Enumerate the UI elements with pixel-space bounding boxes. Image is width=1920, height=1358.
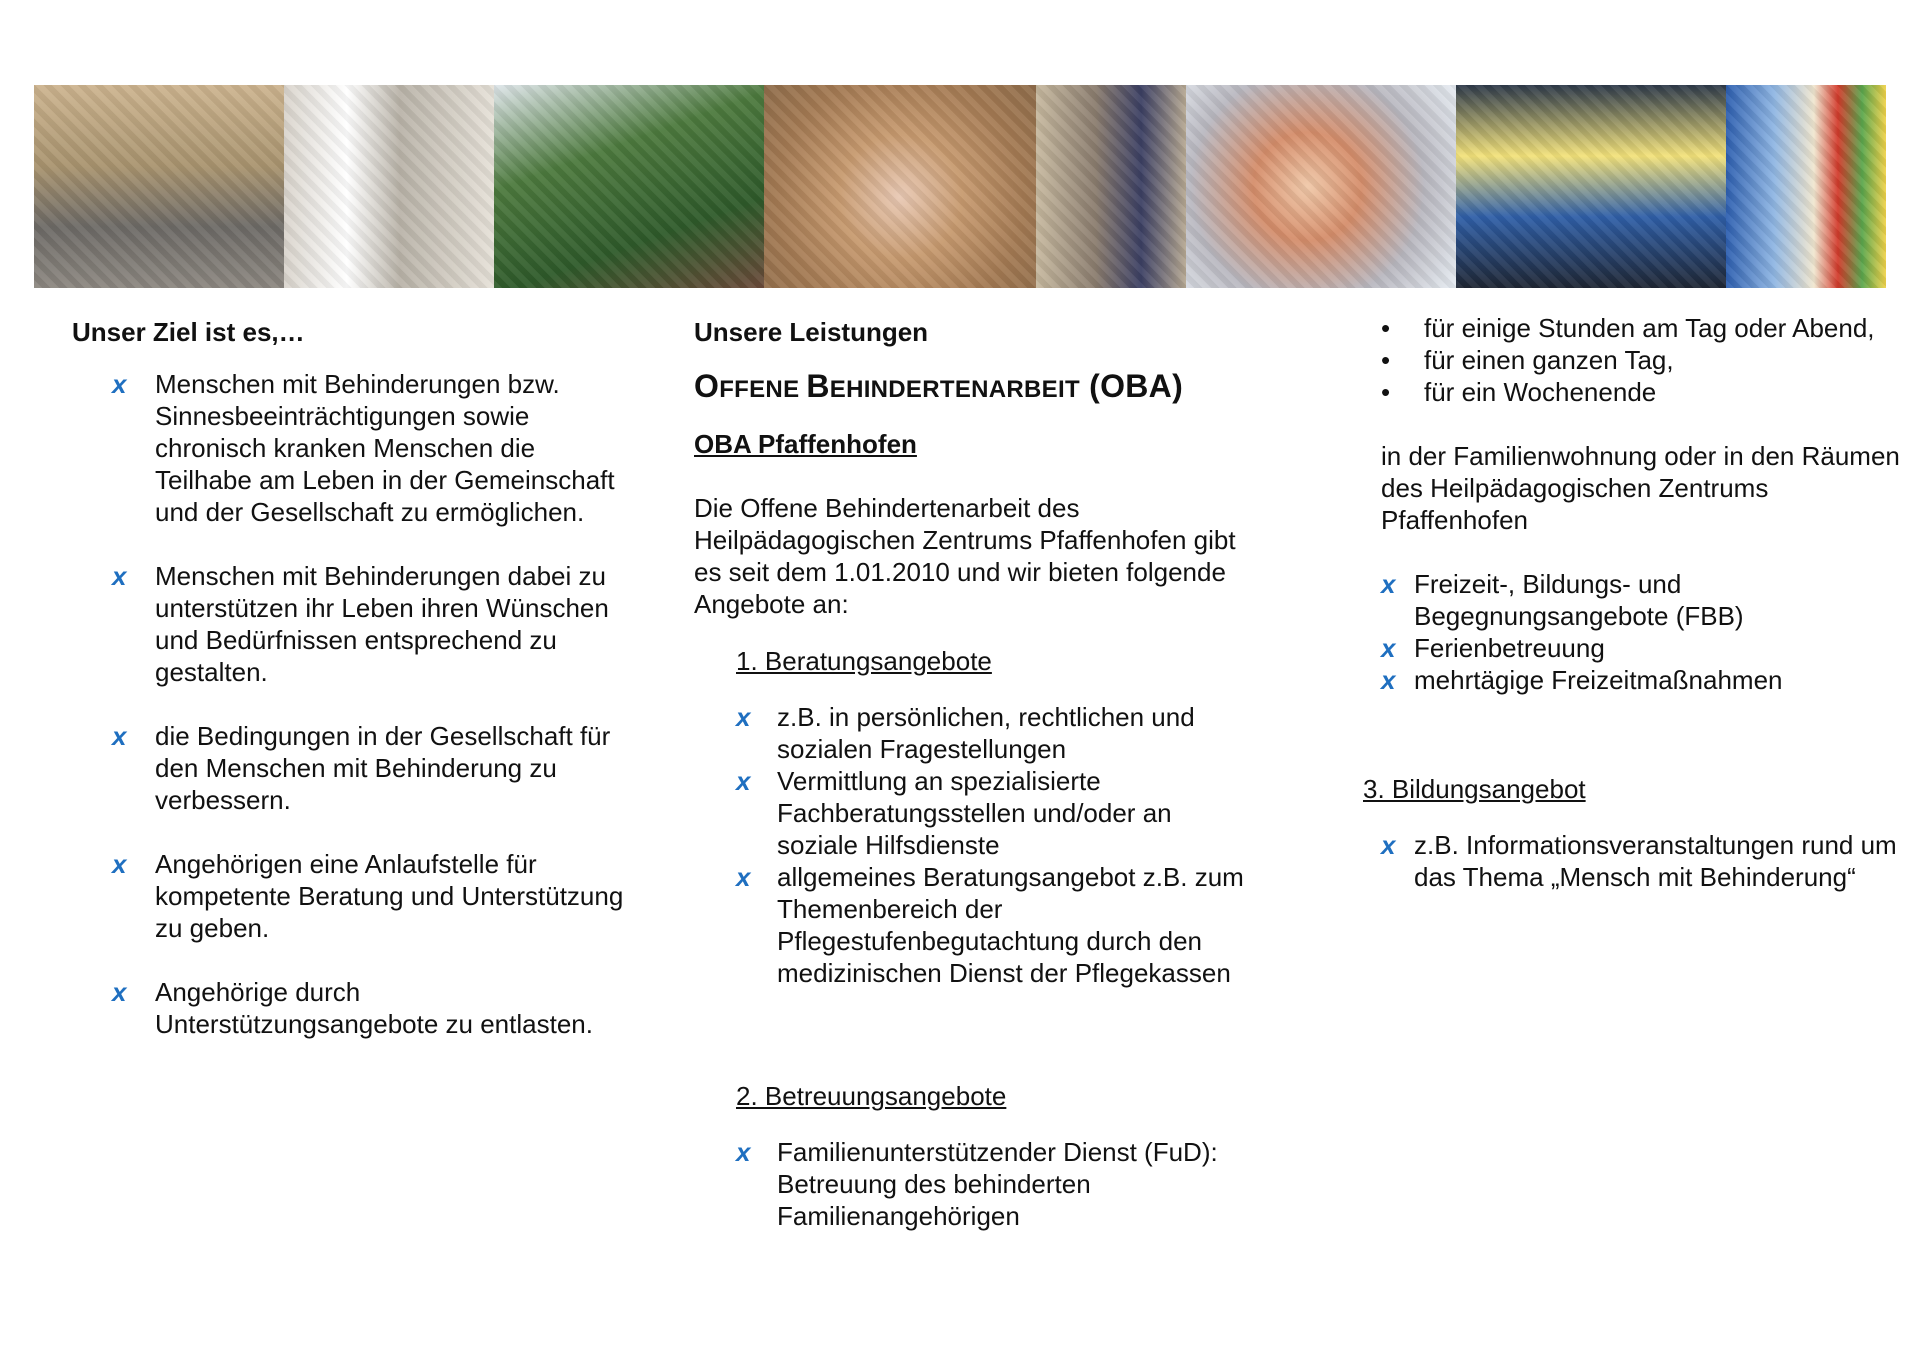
x-bullet-icon: x: [112, 849, 127, 879]
x-bullet-icon: x: [1381, 830, 1396, 860]
section-bildung-title: 3. Bildungsangebot: [1363, 774, 1586, 804]
goal-item: x Angehörige durch Unterstützungsangebote zu entlasten.: [112, 977, 593, 1039]
time-option-item: • für einen ganzen Tag,: [1381, 345, 1674, 375]
photo-boat-ride: [1456, 85, 1726, 288]
services-column-continued: [1363, 300, 1901, 893]
photo-smiling-faces: [1186, 85, 1456, 288]
bildung-list: [1381, 829, 1901, 893]
x-bullet-icon: x: [1381, 665, 1396, 695]
x-bullet-icon: x: [736, 1137, 751, 1167]
leisure-item: x mehrtägige Freizeitmaßnahmen: [1381, 665, 1783, 695]
x-bullet-icon: x: [1381, 569, 1396, 599]
x-bullet-icon: x: [1381, 633, 1396, 663]
section-beratung-title: 1. Beratungsangebote: [736, 646, 992, 676]
x-bullet-icon: x: [112, 561, 127, 591]
x-bullet-icon: x: [736, 702, 751, 732]
photo-lego-tower: [1726, 85, 1886, 288]
betreuung-list: [694, 1136, 1254, 1232]
beratung-item: x allgemeines Beratungsangebot z.B. zum Themenbereich der Pflegestufenbegutachtung durch den medizinischen Dienst der Pflegekassen: [736, 862, 1244, 988]
x-bullet-icon: x: [112, 977, 127, 1007]
photo-wheelchair: [1036, 85, 1186, 288]
leisure-item: x Freizeit-, Bildungs- und Begegnungsangebote (FBB): [1381, 569, 1744, 631]
leisure-item: x Ferienbetreuung: [1381, 633, 1605, 663]
goals-list: [72, 368, 632, 1040]
photo-group-hands: [764, 85, 1036, 288]
bullet-dot-icon: •: [1381, 345, 1391, 375]
location-text: in der Familienwohnung oder in den Räumen des Heilpädagogischen Zentrums Pfaffenhofen: [1381, 441, 1900, 535]
bildung-item: x z.B. Informationsveranstaltungen rund um das Thema „Mensch mit Behinderung“: [1381, 830, 1897, 892]
goal-item: x die Bedingungen in der Gesellschaft für den Menschen mit Behinderung zu verbessern.: [112, 721, 611, 815]
services-column: [694, 300, 1254, 1232]
betreuung-item: x Familienunterstützender Dienst (FuD): Betreuung des behinderten Familienangehörigen: [736, 1137, 1218, 1231]
photo-strip: [34, 85, 1886, 288]
time-option-item: • für einige Stunden am Tag oder Abend,: [1381, 313, 1875, 343]
goals-column: [72, 300, 632, 1072]
beratung-item: x z.B. in persönlichen, rechtlichen und sozialen Fragestellungen: [736, 702, 1195, 764]
photo-rollercoaster: [494, 85, 764, 288]
goal-item: x Angehörigen eine Anlaufstelle für kompetente Beratung und Unterstützung zu geben.: [112, 849, 624, 943]
beratung-list: [694, 701, 1254, 989]
x-bullet-icon: x: [112, 369, 127, 399]
time-option-item: • für ein Wochenende: [1381, 377, 1657, 407]
photo-tent-barrel: [284, 85, 494, 288]
bullet-dot-icon: •: [1381, 377, 1391, 407]
x-bullet-icon: x: [736, 862, 751, 892]
leisure-list: [1381, 568, 1901, 696]
beratung-item: x Vermittlung an spezialisierte Fachberatungsstellen und/oder an soziale Hilfsdienste: [736, 766, 1172, 860]
oba-title: OFFENE BEHINDERTENARBEIT (OBA): [694, 368, 1184, 404]
section-betreuung-title: 2. Betreuungsangebote: [736, 1081, 1007, 1111]
x-bullet-icon: x: [736, 766, 751, 796]
intro-text: Die Offene Behindertenarbeit des Heilpädagogischen Zentrums Pfaffenhofen gibt es seit dem 1.01.2010 und wir bieten folgende Angebote an:: [694, 493, 1236, 619]
photo-group-street: [34, 85, 284, 288]
services-heading: Unsere Leistungen: [694, 317, 929, 347]
time-options-list: [1381, 312, 1901, 408]
x-bullet-icon: x: [112, 721, 127, 751]
goal-item: x Menschen mit Behinderungen dabei zu unterstützen ihr Leben ihren Wünschen und Bedürfnissen entsprechend zu gestalten.: [112, 561, 609, 687]
oba-subtitle: OBA Pfaffenhofen: [694, 429, 917, 459]
goals-heading: Unser Ziel ist es,…: [72, 317, 305, 347]
bullet-dot-icon: •: [1381, 313, 1391, 343]
goal-item: x Menschen mit Behinderungen bzw. Sinnesbeeinträchtigungen sowie chronisch kranken Menschen die Teilhabe am Leben in der Gemeinschaft und der Gesellschaft zu ermöglichen.: [112, 369, 615, 527]
